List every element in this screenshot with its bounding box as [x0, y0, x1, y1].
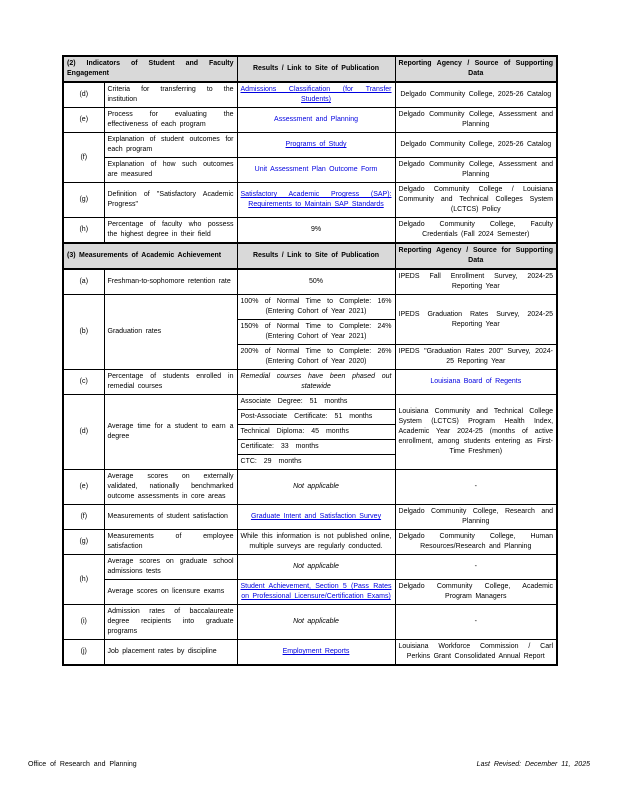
row-desc: Admission rates of baccalaureate degree recipients into graduate programs [104, 605, 237, 640]
agency-cell: - [395, 555, 557, 580]
result-cell [237, 580, 395, 605]
section-2-header-row [63, 56, 557, 82]
row-label: (j) [63, 640, 104, 666]
row-desc: Average scores on licensure exams [104, 580, 237, 605]
page-footer [28, 760, 590, 769]
row-label: (d) [63, 82, 104, 108]
result-cell: Not applicable [237, 470, 395, 505]
row-desc: Freshman-to-sophomore retention rate [104, 269, 237, 295]
row-desc: Job placement rates by discipline [104, 640, 237, 666]
result-cell: 200% of Normal Time to Complete: 26% (Entering Cohort of Year 2020) [237, 345, 395, 370]
agency-cell: Delgado Community College, 2025-26 Catalog [395, 82, 557, 108]
agency-cell: - [395, 605, 557, 640]
agency-cell: IPEDS "Graduation Rates 200" Survey, 2024-25 Reporting Year [395, 345, 557, 370]
row-label: (h) [63, 555, 104, 605]
row-desc: Percentage of faculty who possess the highest degree in their field [104, 218, 237, 244]
row-desc: Criteria for transferring to the institution [104, 82, 237, 108]
agency-cell: Delgado Community College, 2025-26 Catalog [395, 133, 557, 158]
agency-column-header: Reporting Agency / Source of Supporting Data [395, 56, 557, 82]
table-row [63, 505, 557, 530]
table-row [63, 158, 557, 183]
result-cell: While this information is not published online, multiple surveys are regularly conducted. [237, 530, 395, 555]
row-label: (h) [63, 218, 104, 244]
row-label: (a) [63, 269, 104, 295]
table-row [63, 108, 557, 133]
table-row [63, 269, 557, 295]
row-label: (e) [63, 470, 104, 505]
result-link[interactable]: Assessment and Planning [274, 116, 358, 123]
row-label: (c) [63, 370, 104, 395]
result-cell [237, 158, 395, 183]
row-desc: Measurements of employee satisfaction [104, 530, 237, 555]
table-row [63, 530, 557, 555]
agency-cell: Delgado Community College, Assessment and Planning [395, 158, 557, 183]
result-cell: Post-Associate Certificate: 51 months [237, 410, 395, 425]
result-link[interactable]: Unit Assessment Plan Outcome Form [254, 166, 378, 173]
table-row [63, 218, 557, 244]
agency-cell: Delgado Community College / Louisiana Community and Technical Colleges System (LCTCS) Policy [395, 183, 557, 218]
row-label: (d) [63, 395, 104, 470]
row-label: (f) [63, 505, 104, 530]
table-row [63, 555, 557, 580]
row-desc: Average scores on externally validated, nationally benchmarked outcome assessments in core areas [104, 470, 237, 505]
footer-office: Office of Research and Planning [28, 761, 137, 768]
agency-cell: Louisiana Workforce Commission / Carl Perkins Grant Consolidated Annual Report [395, 640, 557, 666]
table-row [63, 183, 557, 218]
row-desc: Measurements of student satisfaction [104, 505, 237, 530]
row-desc: Percentage of students enrolled in remedial courses [104, 370, 237, 395]
row-label: (b) [63, 295, 104, 370]
result-cell: Associate Degree: 51 months [237, 395, 395, 410]
section-3-header-row [63, 243, 557, 269]
result-cell: 9% [237, 218, 395, 244]
agency-column-header: Reporting Agency / Source for Supporting Data [395, 243, 557, 269]
result-link[interactable]: Admissions Classification (for Transfer Students) [240, 86, 392, 103]
row-label: (g) [63, 183, 104, 218]
agency-cell: Delgado Community College, Assessment and Planning [395, 108, 557, 133]
result-link[interactable]: Graduate Intent and Satisfaction Survey [250, 513, 382, 520]
result-link[interactable]: Employment Reports [282, 648, 350, 655]
row-desc: Graduation rates [104, 295, 237, 370]
agency-cell: Louisiana Community and Technical College System (LCTCS) Program Health Index, Academic Year 2024-25 (months of active enrollment, among students entering as First-Time Freshmen) [395, 395, 557, 470]
agency-cell: Delgado Community College, Human Resources/Research and Planning [395, 530, 557, 555]
table-row [63, 82, 557, 108]
row-desc: Average time for a student to earn a degree [104, 395, 237, 470]
result-cell: Certificate: 33 months [237, 440, 395, 455]
table-row [63, 580, 557, 605]
agency-cell: Delgado Community College, Academic Program Managers [395, 580, 557, 605]
result-cell [237, 505, 395, 530]
table-row [63, 640, 557, 666]
agency-cell [395, 370, 557, 395]
row-label: (g) [63, 530, 104, 555]
row-desc: Process for evaluating the effectiveness of each program [104, 108, 237, 133]
row-desc: Explanation of how such outcomes are measured [104, 158, 237, 183]
section-title: (3) Measurements of Academic Achievement [63, 243, 237, 269]
result-cell: Not applicable [237, 605, 395, 640]
row-label: (i) [63, 605, 104, 640]
agency-cell: IPEDS Graduation Rates Survey, 2024-25 Reporting Year [395, 295, 557, 345]
table-row [63, 133, 557, 158]
row-label: (e) [63, 108, 104, 133]
report-table [62, 55, 558, 666]
table-row [63, 370, 557, 395]
agency-cell: Delgado Community College, Research and Planning [395, 505, 557, 530]
result-cell [237, 108, 395, 133]
section-title: (2) Indicators of Student and Faculty Engagement [63, 56, 237, 82]
results-column-header: Results / Link to Site of Publication [237, 243, 395, 269]
row-desc: Definition of "Satisfactory Academic Progress" [104, 183, 237, 218]
result-cell [237, 82, 395, 108]
result-cell [237, 183, 395, 218]
result-cell [237, 133, 395, 158]
result-cell: 100% of Normal Time to Complete: 16% (Entering Cohort of Year 2021) [237, 295, 395, 320]
result-link[interactable]: Satisfactory Academic Progress (SAP): Requirements to Maintain SAP Standards [240, 191, 392, 208]
result-cell: Remedial courses have been phased out statewide [237, 370, 395, 395]
table-row [63, 395, 557, 410]
result-link[interactable]: Student Achievement, Section 5 (Pass Rates on Professional Licensure/Certification Exams) [240, 583, 392, 600]
agency-cell: - [395, 470, 557, 505]
result-link[interactable]: Programs of Study [285, 141, 347, 148]
row-desc: Explanation of student outcomes for each program [104, 133, 237, 158]
result-cell: Not applicable [237, 555, 395, 580]
result-cell: 150% of Normal Time to Complete: 24% (Entering Cohort of Year 2021) [237, 320, 395, 345]
agency-link[interactable]: Louisiana Board of Regents [430, 378, 522, 385]
table-row [63, 295, 557, 320]
result-cell: 50% [237, 269, 395, 295]
report-table-body [63, 56, 557, 665]
result-cell: Technical Diploma: 45 months [237, 425, 395, 440]
footer-last-revised: Last Revised: December 11, 2025 [476, 761, 590, 768]
result-cell [237, 640, 395, 666]
results-column-header: Results / Link to Site of Publication [237, 56, 395, 82]
result-cell: CTC: 29 months [237, 455, 395, 470]
table-row [63, 470, 557, 505]
row-desc: Average scores on graduate school admissions tests [104, 555, 237, 580]
row-label: (f) [63, 133, 104, 183]
table-row [63, 605, 557, 640]
agency-cell: Delgado Community College, Faculty Credentials (Fall 2024 Semester) [395, 218, 557, 244]
agency-cell: IPEDS Fall Enrollment Survey, 2024-25 Reporting Year [395, 269, 557, 295]
